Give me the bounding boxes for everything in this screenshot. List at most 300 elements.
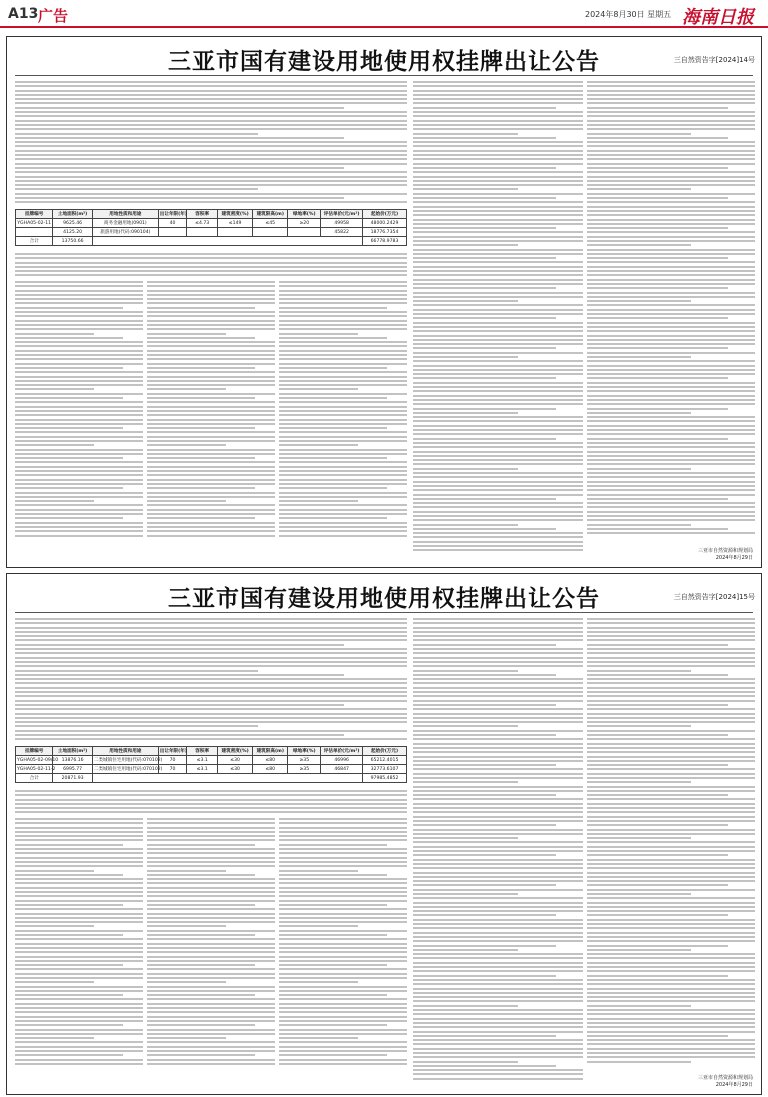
text-line — [147, 345, 275, 347]
text-line — [413, 665, 583, 667]
text-line — [147, 401, 275, 403]
text-line — [413, 412, 518, 414]
text-line — [279, 470, 407, 472]
text-line — [15, 90, 407, 92]
text-line — [587, 283, 755, 285]
text-line — [587, 184, 755, 186]
text-line — [413, 777, 583, 779]
text-line — [279, 530, 407, 532]
text-line — [587, 395, 755, 397]
text-line — [413, 154, 583, 156]
table-header: 用地性质和用途 — [92, 210, 158, 219]
table-cell: 合计 — [16, 774, 53, 783]
table-header: 评估单价(元/m²) — [321, 210, 363, 219]
text-line — [147, 1041, 275, 1043]
text-line — [587, 850, 755, 852]
text-line — [15, 376, 143, 378]
table-cell: 40 — [158, 219, 187, 228]
table-header: 起始价(万元) — [363, 747, 407, 756]
text-line — [587, 476, 755, 478]
text-line — [587, 876, 755, 878]
text-line — [15, 682, 407, 684]
text-line — [413, 472, 583, 474]
text-line — [587, 923, 755, 925]
text-line — [587, 502, 755, 504]
text-line — [279, 414, 407, 416]
text-line — [413, 717, 583, 719]
text-line — [413, 133, 518, 135]
text-line — [413, 296, 583, 298]
text-line — [413, 738, 583, 740]
text-line — [587, 81, 755, 83]
text-line — [587, 1043, 755, 1045]
text-line — [413, 498, 556, 500]
text-line — [147, 865, 275, 867]
text-line — [413, 279, 583, 281]
text-line — [15, 253, 407, 255]
text-line — [15, 627, 407, 629]
text-line — [413, 240, 583, 242]
text-line — [279, 968, 407, 970]
text-line — [15, 738, 407, 740]
text-line — [413, 266, 583, 268]
text-line — [587, 910, 755, 912]
text-line — [587, 829, 755, 831]
text-line — [587, 150, 755, 152]
text-line — [413, 1056, 583, 1058]
text-line — [147, 423, 275, 425]
text-line — [587, 154, 755, 156]
text-line — [15, 794, 407, 796]
text-line — [587, 919, 755, 921]
text-line — [279, 419, 407, 421]
text-line — [587, 1031, 755, 1033]
notice-body-text — [15, 253, 407, 277]
text-line — [413, 962, 583, 964]
text-line — [587, 966, 755, 968]
text-line — [147, 358, 275, 360]
text-line — [413, 953, 583, 955]
text-line — [15, 262, 407, 264]
text-line — [413, 330, 583, 332]
text-line — [587, 506, 755, 508]
text-line — [587, 309, 755, 311]
text-line — [147, 350, 275, 352]
text-line — [413, 395, 583, 397]
text-line — [413, 708, 583, 710]
text-line — [587, 820, 755, 822]
text-line — [413, 219, 583, 221]
text-line — [147, 522, 275, 524]
text-line — [587, 515, 755, 517]
text-line — [413, 1052, 583, 1054]
text-line — [413, 652, 583, 654]
text-line — [413, 541, 583, 543]
text-line — [413, 365, 583, 367]
text-line — [15, 882, 143, 884]
text-line — [279, 908, 407, 910]
text-line — [279, 479, 407, 481]
text-line — [413, 983, 583, 985]
text-line — [587, 433, 755, 435]
text-line — [413, 1039, 583, 1041]
text-line — [587, 768, 755, 770]
text-line — [15, 874, 123, 876]
text-line — [587, 902, 755, 904]
text-line — [279, 891, 407, 893]
text-line — [15, 461, 143, 463]
text-line — [15, 337, 123, 339]
text-line — [279, 1007, 407, 1009]
text-line — [147, 1063, 275, 1065]
text-line — [587, 270, 755, 272]
text-line — [279, 345, 407, 347]
notice-body-text — [587, 81, 755, 543]
table-cell: 45822 — [321, 228, 363, 237]
text-line — [147, 307, 255, 309]
text-line — [279, 410, 407, 412]
text-line — [15, 818, 143, 820]
text-line — [413, 940, 583, 942]
text-line — [279, 298, 407, 300]
text-line — [15, 257, 407, 259]
text-line — [413, 674, 556, 676]
text-line — [15, 341, 143, 343]
text-line — [279, 320, 407, 322]
table-cell: ≤30 — [218, 765, 253, 774]
text-line — [413, 850, 583, 852]
text-line — [147, 483, 275, 485]
text-line — [15, 85, 407, 87]
text-line — [587, 85, 755, 87]
text-line — [587, 803, 755, 805]
text-line — [279, 449, 407, 451]
text-line — [15, 734, 344, 736]
text-line — [15, 328, 143, 330]
text-line — [413, 408, 556, 410]
text-line — [413, 859, 583, 861]
masthead — [0, 0, 768, 28]
text-line — [413, 85, 583, 87]
text-line — [587, 446, 755, 448]
text-line — [413, 463, 583, 465]
text-line — [587, 343, 755, 345]
text-line — [413, 1048, 583, 1050]
text-line — [15, 483, 143, 485]
text-line — [279, 827, 407, 829]
text-line — [587, 317, 728, 319]
text-line — [413, 927, 583, 929]
text-line — [15, 444, 94, 446]
text-line — [413, 515, 583, 517]
text-line — [587, 524, 691, 526]
text-line — [413, 249, 583, 251]
text-line — [587, 451, 755, 453]
text-line — [587, 120, 755, 122]
text-line — [413, 790, 583, 792]
text-line — [587, 133, 691, 135]
text-line — [15, 180, 407, 182]
text-line — [587, 807, 755, 809]
text-line — [15, 427, 123, 429]
text-line — [587, 936, 755, 938]
text-line — [413, 841, 583, 843]
issuer-signature — [698, 547, 753, 561]
text-line — [147, 397, 255, 399]
text-line — [147, 384, 275, 386]
text-line — [587, 751, 755, 753]
text-line — [587, 176, 755, 178]
text-line — [413, 764, 556, 766]
text-line — [413, 287, 556, 289]
text-line — [587, 738, 755, 740]
text-line — [15, 487, 123, 489]
text-line — [413, 420, 583, 422]
text-line — [15, 852, 143, 854]
text-line — [587, 167, 728, 169]
issuer-signature — [698, 1074, 753, 1088]
text-line — [413, 197, 556, 199]
text-line — [15, 695, 407, 697]
text-line — [587, 618, 755, 620]
section-label: 广告 — [38, 7, 69, 25]
text-line — [147, 393, 275, 395]
text-line — [587, 485, 755, 487]
text-line — [587, 700, 755, 702]
text-line — [587, 214, 755, 216]
text-line — [587, 399, 755, 401]
text-line — [15, 870, 94, 872]
text-line — [147, 380, 275, 382]
text-line — [413, 807, 583, 809]
text-line — [279, 904, 387, 906]
text-line — [413, 635, 583, 637]
table-cell: 49958 — [321, 219, 363, 228]
text-line — [587, 438, 728, 440]
text-line — [147, 324, 275, 326]
text-line — [15, 315, 143, 317]
text-line — [147, 891, 275, 893]
text-line — [15, 290, 143, 292]
text-line — [15, 436, 143, 438]
text-line — [413, 893, 518, 895]
text-line — [15, 171, 407, 173]
text-line — [15, 384, 143, 386]
table-header: 挂牌编号 — [16, 747, 53, 756]
text-line — [587, 695, 755, 697]
table-cell: 97985.4852 — [363, 774, 407, 783]
notice-body-text — [413, 81, 583, 563]
text-line — [587, 743, 755, 745]
text-line — [413, 1026, 583, 1028]
text-line — [15, 721, 407, 723]
text-line — [147, 535, 275, 537]
text-line — [587, 781, 691, 783]
text-line — [15, 887, 143, 889]
text-line — [279, 461, 407, 463]
text-line — [587, 489, 755, 491]
text-line — [15, 1011, 143, 1013]
text-line — [15, 397, 123, 399]
text-line — [279, 943, 407, 945]
text-line — [587, 429, 755, 431]
text-line — [413, 124, 583, 126]
text-line — [15, 1046, 143, 1048]
text-line — [587, 390, 755, 392]
text-line — [587, 519, 755, 521]
text-line — [413, 803, 583, 805]
text-line — [147, 320, 275, 322]
text-line — [587, 1048, 755, 1050]
text-line — [587, 708, 755, 710]
text-line — [147, 376, 275, 378]
text-line — [413, 992, 583, 994]
text-line — [15, 509, 143, 511]
text-line — [15, 670, 258, 672]
text-line — [15, 904, 123, 906]
text-line — [587, 648, 755, 650]
text-line — [587, 481, 755, 483]
text-line — [413, 1022, 583, 1024]
text-line — [15, 803, 407, 805]
text-line — [15, 406, 143, 408]
text-line — [587, 128, 755, 130]
text-line — [413, 536, 583, 538]
text-line — [413, 180, 583, 182]
text-line — [413, 317, 556, 319]
text-line — [15, 986, 143, 988]
text-line — [147, 302, 275, 304]
text-line — [147, 492, 275, 494]
text-line — [587, 622, 755, 624]
text-line — [587, 115, 755, 117]
text-line — [413, 304, 583, 306]
text-line — [413, 988, 583, 990]
text-line — [147, 904, 255, 906]
text-line — [413, 872, 583, 874]
text-line — [587, 661, 755, 663]
text-line — [147, 960, 275, 962]
text-line — [147, 835, 275, 837]
text-line — [587, 304, 755, 306]
text-line — [413, 751, 583, 753]
text-line — [587, 107, 728, 109]
text-line — [147, 449, 275, 451]
text-line — [279, 358, 407, 360]
text-line — [15, 831, 143, 833]
text-line — [15, 1029, 143, 1031]
text-line — [413, 704, 556, 706]
table-cell — [16, 228, 53, 237]
text-line — [15, 124, 407, 126]
text-line — [413, 863, 583, 865]
text-line — [413, 966, 583, 968]
text-line — [147, 311, 275, 313]
text-line — [413, 193, 583, 195]
text-line — [587, 124, 755, 126]
text-line — [15, 1024, 123, 1026]
text-line — [15, 822, 143, 824]
table-cell: 48000.2429 — [363, 219, 407, 228]
text-line — [15, 150, 407, 152]
text-line — [15, 839, 143, 841]
table-cell: 70 — [158, 765, 187, 774]
text-line — [587, 962, 755, 964]
text-line — [15, 363, 143, 365]
text-line — [413, 210, 583, 212]
text-line — [587, 369, 755, 371]
text-line — [279, 333, 358, 335]
text-line — [279, 964, 387, 966]
text-line — [587, 674, 728, 676]
text-line — [279, 517, 387, 519]
text-line — [587, 292, 755, 294]
table-cell: 65212.4015 — [363, 756, 407, 765]
text-line — [15, 990, 143, 992]
table-cell: 13876.16 — [53, 756, 93, 765]
table-header: 起始价(万元) — [363, 210, 407, 219]
text-line — [413, 919, 583, 921]
text-line — [413, 150, 583, 152]
text-line — [413, 81, 583, 83]
table-header: 容积率 — [187, 747, 218, 756]
text-line — [587, 833, 755, 835]
notice-body-text — [15, 818, 143, 1090]
issue-date-footer: 2024年8月29日 — [715, 1082, 753, 1088]
text-line — [587, 631, 755, 633]
text-line — [413, 695, 583, 697]
text-line — [147, 500, 226, 502]
table-cell — [92, 237, 362, 246]
text-line — [15, 302, 143, 304]
text-line — [413, 760, 583, 762]
text-line — [413, 120, 583, 122]
text-line — [413, 678, 583, 680]
text-line — [413, 1078, 583, 1080]
text-line — [413, 506, 583, 508]
text-line — [15, 145, 407, 147]
text-line — [587, 932, 755, 934]
text-line — [587, 98, 755, 100]
text-line — [147, 419, 275, 421]
text-line — [587, 992, 755, 994]
text-line — [147, 410, 275, 412]
text-line — [413, 386, 583, 388]
text-line — [15, 197, 344, 199]
text-line — [413, 747, 583, 749]
text-line — [147, 844, 255, 846]
text-line — [413, 115, 583, 117]
text-line — [413, 390, 583, 392]
notice-title: 三亚市国有建设用地使用权挂牌出让公告 — [168, 586, 600, 612]
table-cell — [158, 228, 187, 237]
text-line — [413, 270, 583, 272]
text-line — [279, 397, 387, 399]
text-line — [147, 990, 275, 992]
text-line — [413, 906, 583, 908]
text-line — [15, 270, 407, 272]
text-line — [587, 670, 691, 672]
text-line — [413, 438, 556, 440]
text-line — [587, 975, 728, 977]
text-line — [413, 846, 583, 848]
text-line — [413, 98, 583, 100]
text-line — [413, 794, 556, 796]
text-line — [15, 274, 407, 276]
text-line — [587, 824, 728, 826]
text-line — [587, 644, 728, 646]
text-line — [413, 524, 518, 526]
